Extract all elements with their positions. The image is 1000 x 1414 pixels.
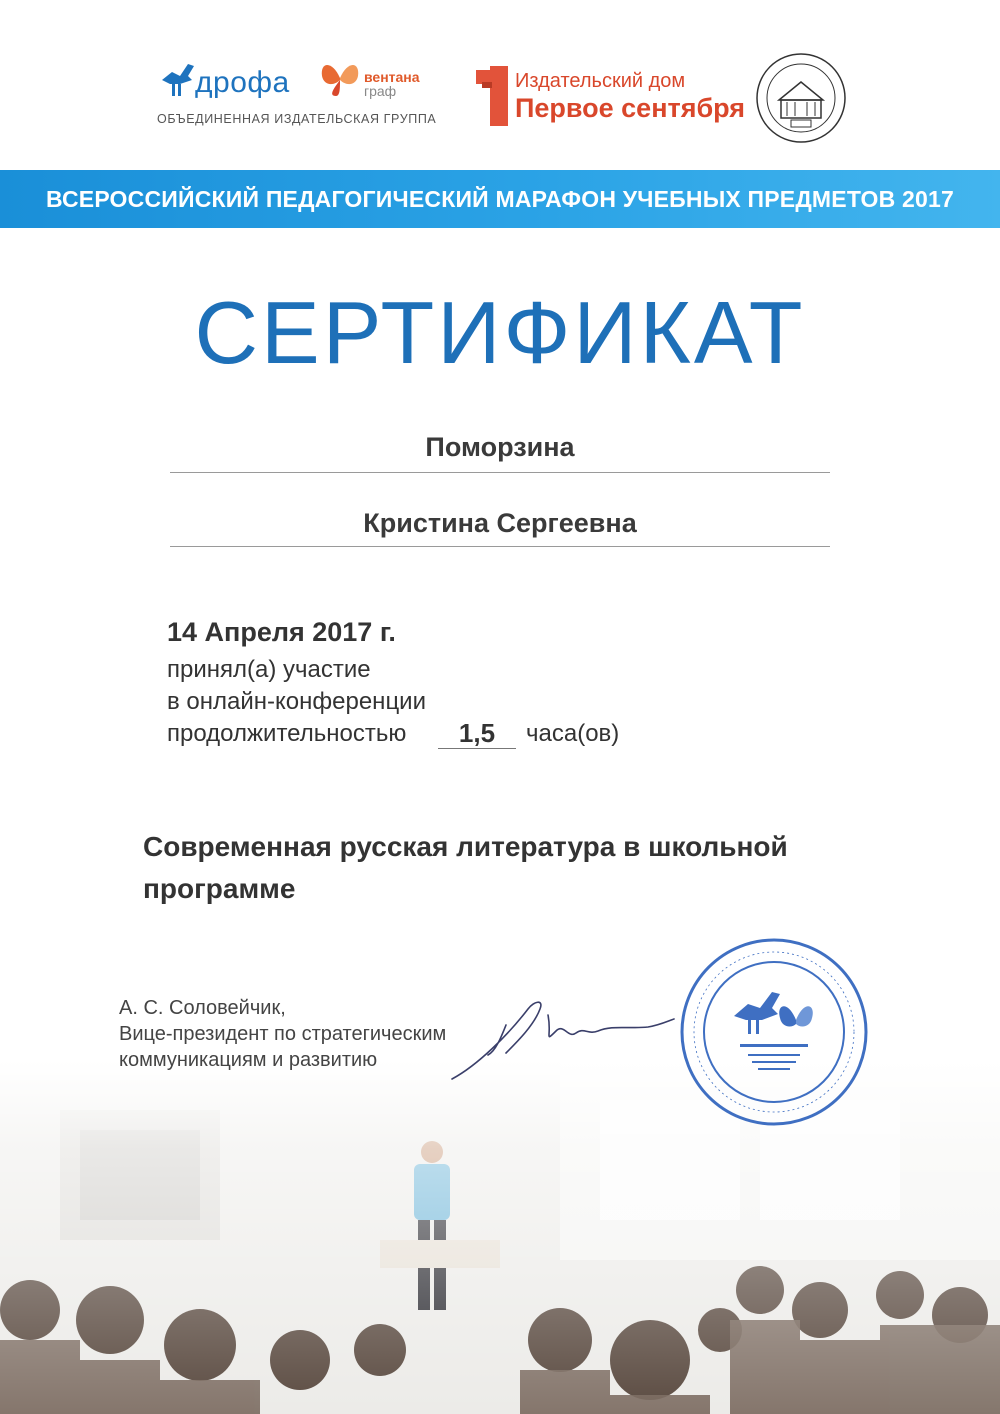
signer-position-line1: Вице-президент по стратегическим [119, 1023, 447, 1045]
recipient-surname: Поморзина [170, 432, 830, 473]
publisher-caption: Издательский дом [515, 70, 686, 92]
logo-ventana-top: вентана [364, 69, 420, 85]
event-date: 14 Апреля 2017 г. [167, 617, 396, 647]
conference-text: в онлайн-конференции [167, 688, 426, 715]
publisher-stamp-icon [676, 934, 872, 1130]
duration-unit: часа(ов) [526, 720, 620, 747]
recipient-name: Кристина Сергеевна [170, 508, 830, 547]
marathon-banner [0, 170, 1000, 228]
mpgu-seal-icon [755, 52, 847, 144]
duration-label: продолжительностью [167, 720, 407, 747]
signer-name: А. С. Соловейчик, [119, 997, 286, 1019]
participation-text: принял(а) участие [167, 656, 371, 683]
drofa-bird-icon [158, 58, 198, 98]
banner-text: ВСЕРОССИЙСКИЙ ПЕДАГОГИЧЕСКИЙ МАРАФОН УЧЕБНЫХ ПРЕДМЕТОВ 2017 [46, 185, 954, 212]
logo-ventana [364, 70, 420, 98]
conference-topic: Современная русская литература в школьной программе [143, 831, 788, 904]
publisher-name: Первое сентября [515, 93, 746, 123]
first-september-logo-icon [476, 66, 510, 126]
signature-icon [448, 995, 678, 1085]
certificate-title: СЕРТИФИКАТ [194, 283, 806, 382]
duration-hours: 1,5 [438, 718, 516, 749]
logo-drofa: дрофа [195, 66, 290, 99]
signer-position-line2: коммуникациям и развитию [119, 1049, 378, 1071]
logo-ventana-bottom: граф [364, 83, 397, 99]
group-caption: ОБЪЕДИНЕННАЯ ИЗДАТЕЛЬСКАЯ ГРУППА [157, 112, 437, 126]
ventana-butterfly-icon [318, 58, 362, 98]
